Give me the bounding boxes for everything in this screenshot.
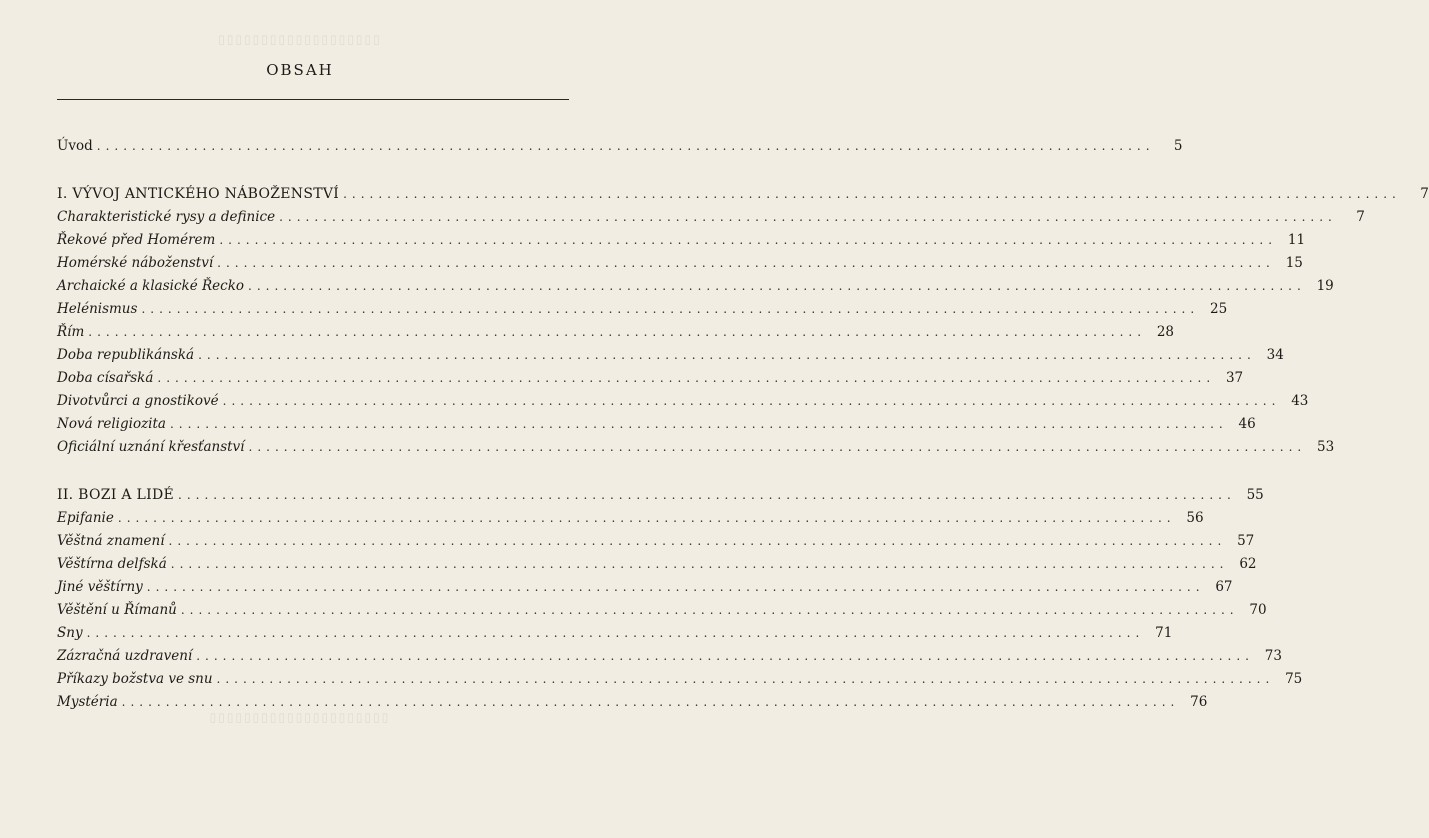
toc-entry[interactable]: [57, 416, 1256, 438]
toc-entry-page: 46: [1238, 416, 1256, 432]
toc-entry-page: 57: [1237, 533, 1255, 549]
toc-entry-title: Úvod: [57, 138, 93, 154]
toc-entry-page: 62: [1239, 556, 1257, 572]
dot-leader: ........................................................................................................................: [248, 279, 1306, 293]
toc-entry[interactable]: [57, 648, 1282, 670]
toc-section-1[interactable]: [57, 186, 1429, 208]
dot-leader: ........................................................................................................................: [157, 371, 1216, 385]
toc-entry-page: 67: [1215, 579, 1233, 595]
toc-entry-page: 70: [1249, 602, 1267, 618]
dot-leader: ........................................................................................................................: [217, 256, 1275, 270]
toc-entry[interactable]: [57, 579, 1233, 601]
toc-entry-page: 73: [1264, 648, 1282, 664]
toc-entry-page: 7: [1356, 209, 1365, 225]
toc-entry-page: 71: [1155, 625, 1173, 641]
toc-entry[interactable]: [57, 556, 1257, 578]
toc-entry-title: Věštírna delfská: [57, 556, 167, 572]
dot-leader: ........................................................................................................................: [198, 348, 1256, 362]
toc-entry-title: Doba císařská: [57, 370, 154, 386]
toc-entry-title: Nová religiozita: [57, 416, 166, 432]
dot-leader: ........................................................................................................................: [96, 139, 1155, 153]
toc-entry-page: 5: [1173, 138, 1183, 154]
toc-entry-title: Mystéria: [57, 694, 118, 710]
dot-leader: ........................................................................................................................: [178, 488, 1236, 502]
toc-entry-page: 75: [1285, 671, 1303, 687]
toc-entry-title: Divotvůrci a gnostikové: [57, 393, 219, 409]
toc-entry-title: Příkazy božstva ve snu: [57, 671, 213, 687]
toc-entry-page: 28: [1156, 324, 1175, 340]
toc-entry-title: Řekové před Homérem: [57, 232, 216, 248]
toc-entry[interactable]: [57, 533, 1255, 555]
toc-entry-page: 53: [1317, 439, 1335, 455]
toc-entry-page: 43: [1291, 393, 1309, 409]
dot-leader: ........................................................................................................................: [219, 233, 1278, 247]
toc-entry[interactable]: [57, 625, 1173, 647]
toc-section-title: I. VÝVOJ ANTICKÉHO NÁBOŽENSTVÍ: [57, 186, 340, 202]
toc-entry-title: Homérské náboženství: [57, 255, 214, 271]
toc-entry[interactable]: [57, 694, 1208, 716]
toc-entry-title: Řím: [57, 324, 85, 340]
dot-leader: ........................................................................................................................: [86, 626, 1145, 640]
toc-entry-title: Zázračná uzdravení: [57, 648, 193, 664]
toc-entry-page: 56: [1186, 510, 1204, 526]
toc-entry[interactable]: [57, 393, 1309, 415]
toc-section-page: 7: [1420, 186, 1429, 202]
toc-entry[interactable]: [57, 370, 1244, 392]
toc-entry-title: Věštění u Římanů: [57, 602, 177, 618]
dot-leader: ........................................................................................................................: [279, 210, 1337, 224]
toc-entry[interactable]: [57, 255, 1303, 277]
toc-entry[interactable]: [57, 347, 1284, 369]
dot-leader: ........................................................................................................................: [248, 440, 1307, 454]
toc-entry[interactable]: [57, 209, 1365, 231]
toc-section-2[interactable]: [57, 487, 1264, 509]
dot-leader: ........................................................................................................................: [169, 417, 1228, 431]
toc-entry-page: 76: [1190, 694, 1208, 710]
dot-leader: ........................................................................................................................: [196, 649, 1254, 663]
toc-entry[interactable]: [57, 324, 1175, 346]
dot-leader: ........................................................................................................................: [170, 557, 1229, 571]
toc-entry-page: 19: [1316, 278, 1334, 294]
toc-entry[interactable]: [57, 671, 1303, 693]
dot-leader: ........................................................................................................................: [216, 672, 1275, 686]
toc-entry-intro[interactable]: [57, 138, 1183, 160]
toc-entry-page: 34: [1266, 347, 1284, 363]
toc-entry-title: Věštná znamení: [57, 533, 165, 549]
dot-leader: ........................................................................................................................: [121, 695, 1180, 709]
toc-entry-title: Charakteristické rysy a definice: [57, 209, 276, 225]
dot-leader: ........................................................................................................................: [222, 394, 1281, 408]
toc-entry[interactable]: [57, 439, 1335, 461]
toc-entry-title: Doba republikánská: [57, 347, 195, 363]
toc-section-title: II. BOZI A LIDÉ: [57, 487, 175, 503]
toc-entry-title: Epifanie: [57, 510, 114, 526]
dot-leader: ........................................................................................................................: [141, 302, 1200, 316]
dot-leader: ........................................................................................................................: [168, 534, 1227, 548]
dot-leader: ........................................................................................................................: [343, 187, 1401, 201]
dot-leader: ........................................................................................................................: [180, 603, 1239, 617]
toc-entry-page: 37: [1225, 370, 1244, 386]
dot-leader: ........................................................................................................................: [117, 511, 1176, 525]
dot-leader: ........................................................................................................................: [88, 325, 1147, 339]
toc-entry[interactable]: [57, 278, 1334, 300]
show-through-text: ▯▯▯▯▯▯▯▯▯▯▯▯▯▯▯▯▯▯▯: [218, 34, 382, 48]
toc-entry-title: Helénismus: [57, 301, 138, 317]
toc-entry-title: Oficiální uznání křesťanství: [57, 439, 245, 455]
toc-entry-title: Jiné věštírny: [57, 579, 143, 595]
toc-entry-title: Sny: [57, 625, 83, 641]
toc-entry-page: 25: [1209, 301, 1228, 317]
page-title: OBSAH: [266, 61, 334, 79]
toc-entry[interactable]: [57, 602, 1267, 624]
toc-entry-title: Archaické a klasické Řecko: [57, 278, 245, 294]
toc-entry-page: 11: [1287, 232, 1306, 248]
toc-section-page: 55: [1246, 487, 1264, 503]
toc-entry[interactable]: [57, 510, 1204, 532]
dot-leader: ........................................................................................................................: [146, 580, 1205, 594]
title-divider: [57, 99, 569, 100]
toc-entry-page: 15: [1285, 255, 1303, 271]
toc-entry[interactable]: [57, 301, 1228, 323]
toc-entry[interactable]: [57, 232, 1306, 254]
show-through-text: ▯▯▯▯▯▯▯▯▯▯▯▯▯▯▯▯▯▯▯▯▯: [209, 712, 391, 726]
